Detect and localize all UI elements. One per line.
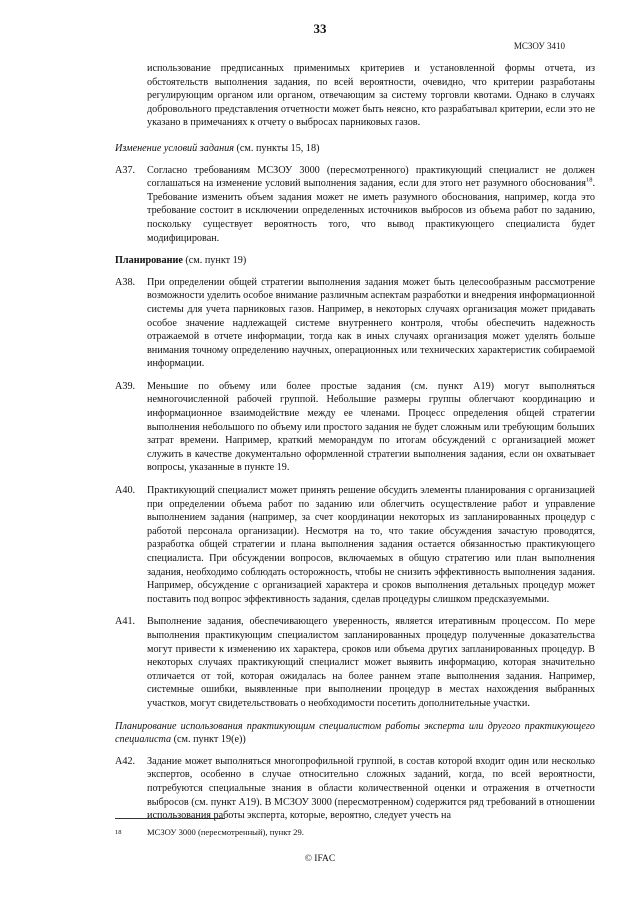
- page-number: 33: [313, 21, 327, 36]
- paragraph-text: При определении общей стратегии выполнения задания может быть целесообразным рассмотрение возможности уделить особое внимание различным аспектам разработки и внедрения информационной системы для учета парниковых газов. Например, в некоторых случаях организация может придавать особое значение надлежащей системе внутреннего контроля, чтобы обеспечить надежность отражаемой в отчете информации, тогда как в иных случаях организация может уделять больше внимания точному определению научных, операционных или технических характеристик собираемой информации.: [147, 276, 595, 370]
- section-heading-planning: [115, 254, 595, 268]
- paragraph-number: A41.: [115, 616, 136, 628]
- section-heading-ref: (см. пункт 19(е)): [171, 734, 246, 746]
- footnote-ref: 18: [585, 176, 593, 184]
- paragraph-text: Меньшие по объему или более простые задания (см. пункт A19) могут выполняться немногочисленной рабочей группой. Небольшие размеры группы облегчают координацию и информационное взаимодействие между ее членами. Процесс определения общей стратегии выполнения небольшого по объему или простого задания не будет сложным или требующим больших затрат времени. Например, краткий меморандум по итогам обсуждений с организацией может служить в качестве документально оформленной стратегии выполнения задания, если он охватывает вопросы, указанные в пункте 19.: [147, 380, 595, 474]
- copyright-footer: © IFAC: [304, 854, 336, 864]
- paragraph-number: A37.: [115, 164, 136, 176]
- paragraph-a42: [115, 755, 595, 823]
- paragraph-number: A42.: [115, 755, 136, 767]
- document-body: [115, 62, 595, 832]
- paragraph-a41: [115, 615, 595, 710]
- section-heading-title: Планирование: [115, 255, 183, 267]
- footnote-number: 18: [115, 829, 122, 836]
- section-heading-change-terms: [115, 142, 595, 156]
- footnote-divider: [115, 818, 225, 819]
- paragraph-text: Задание может выполняться многопрофильной группой, в состав которой входит один или несколько экспертов, особенно в случае относительно сложных заданий, когда, по всей вероятности, потребуются специальные знания в области количественной оценки и отражения в отчетности выбросов (см. пункт A19). В МСЗОУ 3000 (пересмотренном) содержится ряд требований в отношении использования работы эксперта, которые, вероятно, следует учесть на: [147, 755, 595, 822]
- paragraph-text: Практикующий специалист может принять решение обсудить элементы планирования с организацией при определении объема работ по заданию или облегчить осуществление работ и управление выполнением задания (например, за счет координации некоторых из запланированных процедур с работой персонала организации). Несмотря на то, что такие обсуждения зачастую проводятся, разработка общей стратегии и плана выполнения задания остается обязанностью практикующего специалиста. При обсуждении вопросов, включаемых в общую стратегию или план выполнения задания, необходимо соблюдать осторожность, чтобы не снизить эффективность выполнения задания. Например, обсуждение с организацией характера и сроков выполнения детальных процедур может поставить под вопрос эффективность задания, сделав процедуры слишком предсказуемыми.: [147, 485, 595, 605]
- paragraph-a37: [115, 164, 595, 246]
- section-heading-title: Изменение условий задания: [115, 142, 234, 154]
- intro-paragraph: использование предписанных применимых критериев и установленной формы отчета, из обстоятельств выполнения задания, по всей вероятности, очевидно, что критерии разработаны регулирующим органом или органом, отвечающим за систему торговли квотами. Однако в случаях добровольного представления отчетности может быть неясно, кто разрабатывал критерии, если это не указано в примечаниях к отчету о выбросах парниковых газов.: [147, 63, 595, 129]
- paragraph-text: Выполнение задания, обеспечивающего уверенность, является итеративным процессом. По мере выполнения практикующим специалистом запланированных процедур полученные доказательства могут привести к изменению их характера, сроков или объема других запланированных процедур. В некоторых случаях практикующий специалист может выявить информацию, которая значительно отличается от той, которая ожидалась на более раннем этапе выполнения задания. Например, системные ошибки, выявленные при выполнении процедур в местах нахождения выбранных участков, могут свидетельствовать о необходимости посетить дополнительные участки.: [147, 616, 595, 709]
- paragraph-a39: [115, 380, 595, 475]
- section-heading-expert-work: [115, 720, 595, 747]
- paragraph-text: [147, 164, 595, 246]
- paragraph-text-part: Согласно требованиям МСЗОУ 3000 (пересмотренного) практикующий специалист не должен соглашаться на изменение условий выполнения задания, если для этого нет разумного обоснования: [147, 164, 595, 190]
- standard-code: МСЗОУ 3410: [513, 41, 565, 51]
- section-heading-ref: (см. пункт 19): [182, 255, 247, 267]
- footnote: [115, 826, 304, 840]
- paragraph-a40: [115, 484, 595, 606]
- section-heading-title: Планирование использования практикующим специалистом работы эксперта или другого практикующего специалиста: [115, 720, 595, 746]
- paragraph-number: A40.: [115, 485, 136, 497]
- section-heading-ref: (см. пункты 15, 18): [233, 142, 320, 154]
- paragraph-number: A39.: [115, 380, 136, 392]
- paragraph-number: A38.: [115, 276, 136, 288]
- footnote-text: МСЗОУ 3000 (пересмотренный), пункт 29.: [147, 827, 304, 837]
- paragraph-a38: [115, 276, 595, 371]
- paragraph-text-part: . Требование изменить объем задания может не иметь разумного обоснования, например, когда это требование состоит в исключении определенных источников выбросов из объема работ по заданию, поскольку существует вероятность того, что вывод практикующего специалиста будет модифицирован.: [147, 178, 595, 244]
